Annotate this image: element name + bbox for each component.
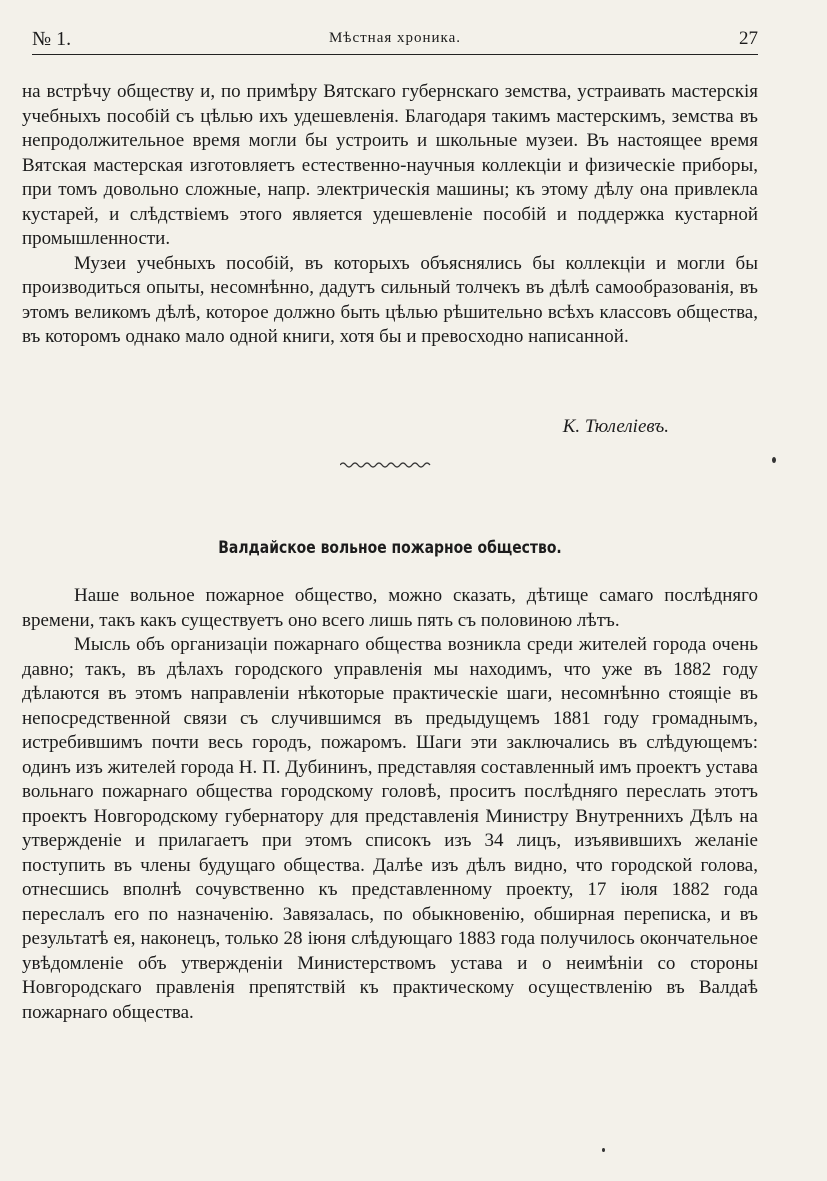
article-1-signature: К. Тюлеліевъ. — [562, 416, 669, 437]
page-number: 27 — [739, 28, 758, 49]
ink-speck — [602, 1148, 605, 1152]
ink-speck — [772, 457, 776, 463]
article-2-body — [22, 584, 758, 1025]
article-2-paragraph-1: Наше вольное пожарное общество, можно сказать, дѣтище самаго послѣдняго времени, такъ какъ существуетъ оно всего лишь пять съ половиною лѣтъ. — [22, 585, 758, 631]
running-title: Мѣстная хроника. — [328, 30, 462, 46]
article-2-heading: Валдайское вольное пожарное общество. — [218, 538, 562, 558]
article-2-paragraph-2: Мысль объ организаціи пожарнаго общества возникла среди жителей города очень давно; такъ, въ дѣлахъ городского управленія мы находимъ, что уже въ 1882 году дѣлаются въ этомъ направленіи нѣкоторые практическіе шаги, несомнѣнно стоящіе въ непосредственной связи съ случившимся въ предыдущемъ 1881 году громаднымъ, истребившимъ почти весь городъ, пожаромъ. Шаги эти заключались въ слѣдующемъ: одинъ изъ жителей города Н. П. Дубининъ, представляя составленный имъ проектъ устава вольнаго пожарнаго общества городскому головѣ, проситъ послѣдняго переслать этотъ проектъ Новгородскому губернатору для представленія Министру Внутреннихъ Дѣлъ на утвержденіе и прилагаетъ при этомъ списокъ изъ 34 лицъ, изъявившихъ желаніе поступить въ члены будущаго общества. Далѣе изъ дѣлъ видно, что городской голова, отнесшись вполнѣ сочувственно къ представленному проекту, 17 іюля 1882 года переслалъ его по назначенію. Завязалась, по обыкновенію, обширная переписка, и въ результатѣ ея, наконецъ, только 28 іюня слѣдующаго 1883 года получилось окончательное увѣдомленіе объ утвержденіи Министерствомъ устава и о неимѣніи со стороны Новгородскаго правленія препятствій къ практическому осуществленію въ Валдаѣ пожарнаго общества. — [22, 634, 758, 1023]
issue-number: № 1. — [32, 28, 72, 50]
page-header — [32, 26, 758, 55]
wavy-divider — [340, 460, 432, 470]
article-1-body — [22, 80, 758, 350]
article-1-paragraph-1: на встрѣчу обществу и, по примѣру Вятскаго губернскаго земства, устраивать мастерскія учебныхъ пособій съ цѣлью ихъ удешевленія. Благодаря такимъ мастерскимъ, земства въ непродолжительное время могли бы устроить и школьные музеи. Въ настоящее время Вятская мастерская изготовляетъ естественно-научныя коллекціи и физическіе приборы, при томъ довольно сложные, напр. электрическія машины; къ этому дѣлу она привлекла кустарей, и слѣдствіемъ этого является удешевленіе пособій и поддержка кустарной промышленности. — [22, 81, 758, 249]
article-1-paragraph-2: Музеи учебныхъ пособій, въ которыхъ объяснялись бы коллекціи и могли бы производиться опыты, несомнѣнно, дадутъ сильный толчекъ въ дѣлѣ самообразованія, въ этомъ великомъ дѣлѣ, которое должно быть цѣлью рѣшительно всѣхъ классовъ общества, въ которомъ однако мало одной книги, хотя бы и превосходно написанной. — [22, 252, 758, 347]
